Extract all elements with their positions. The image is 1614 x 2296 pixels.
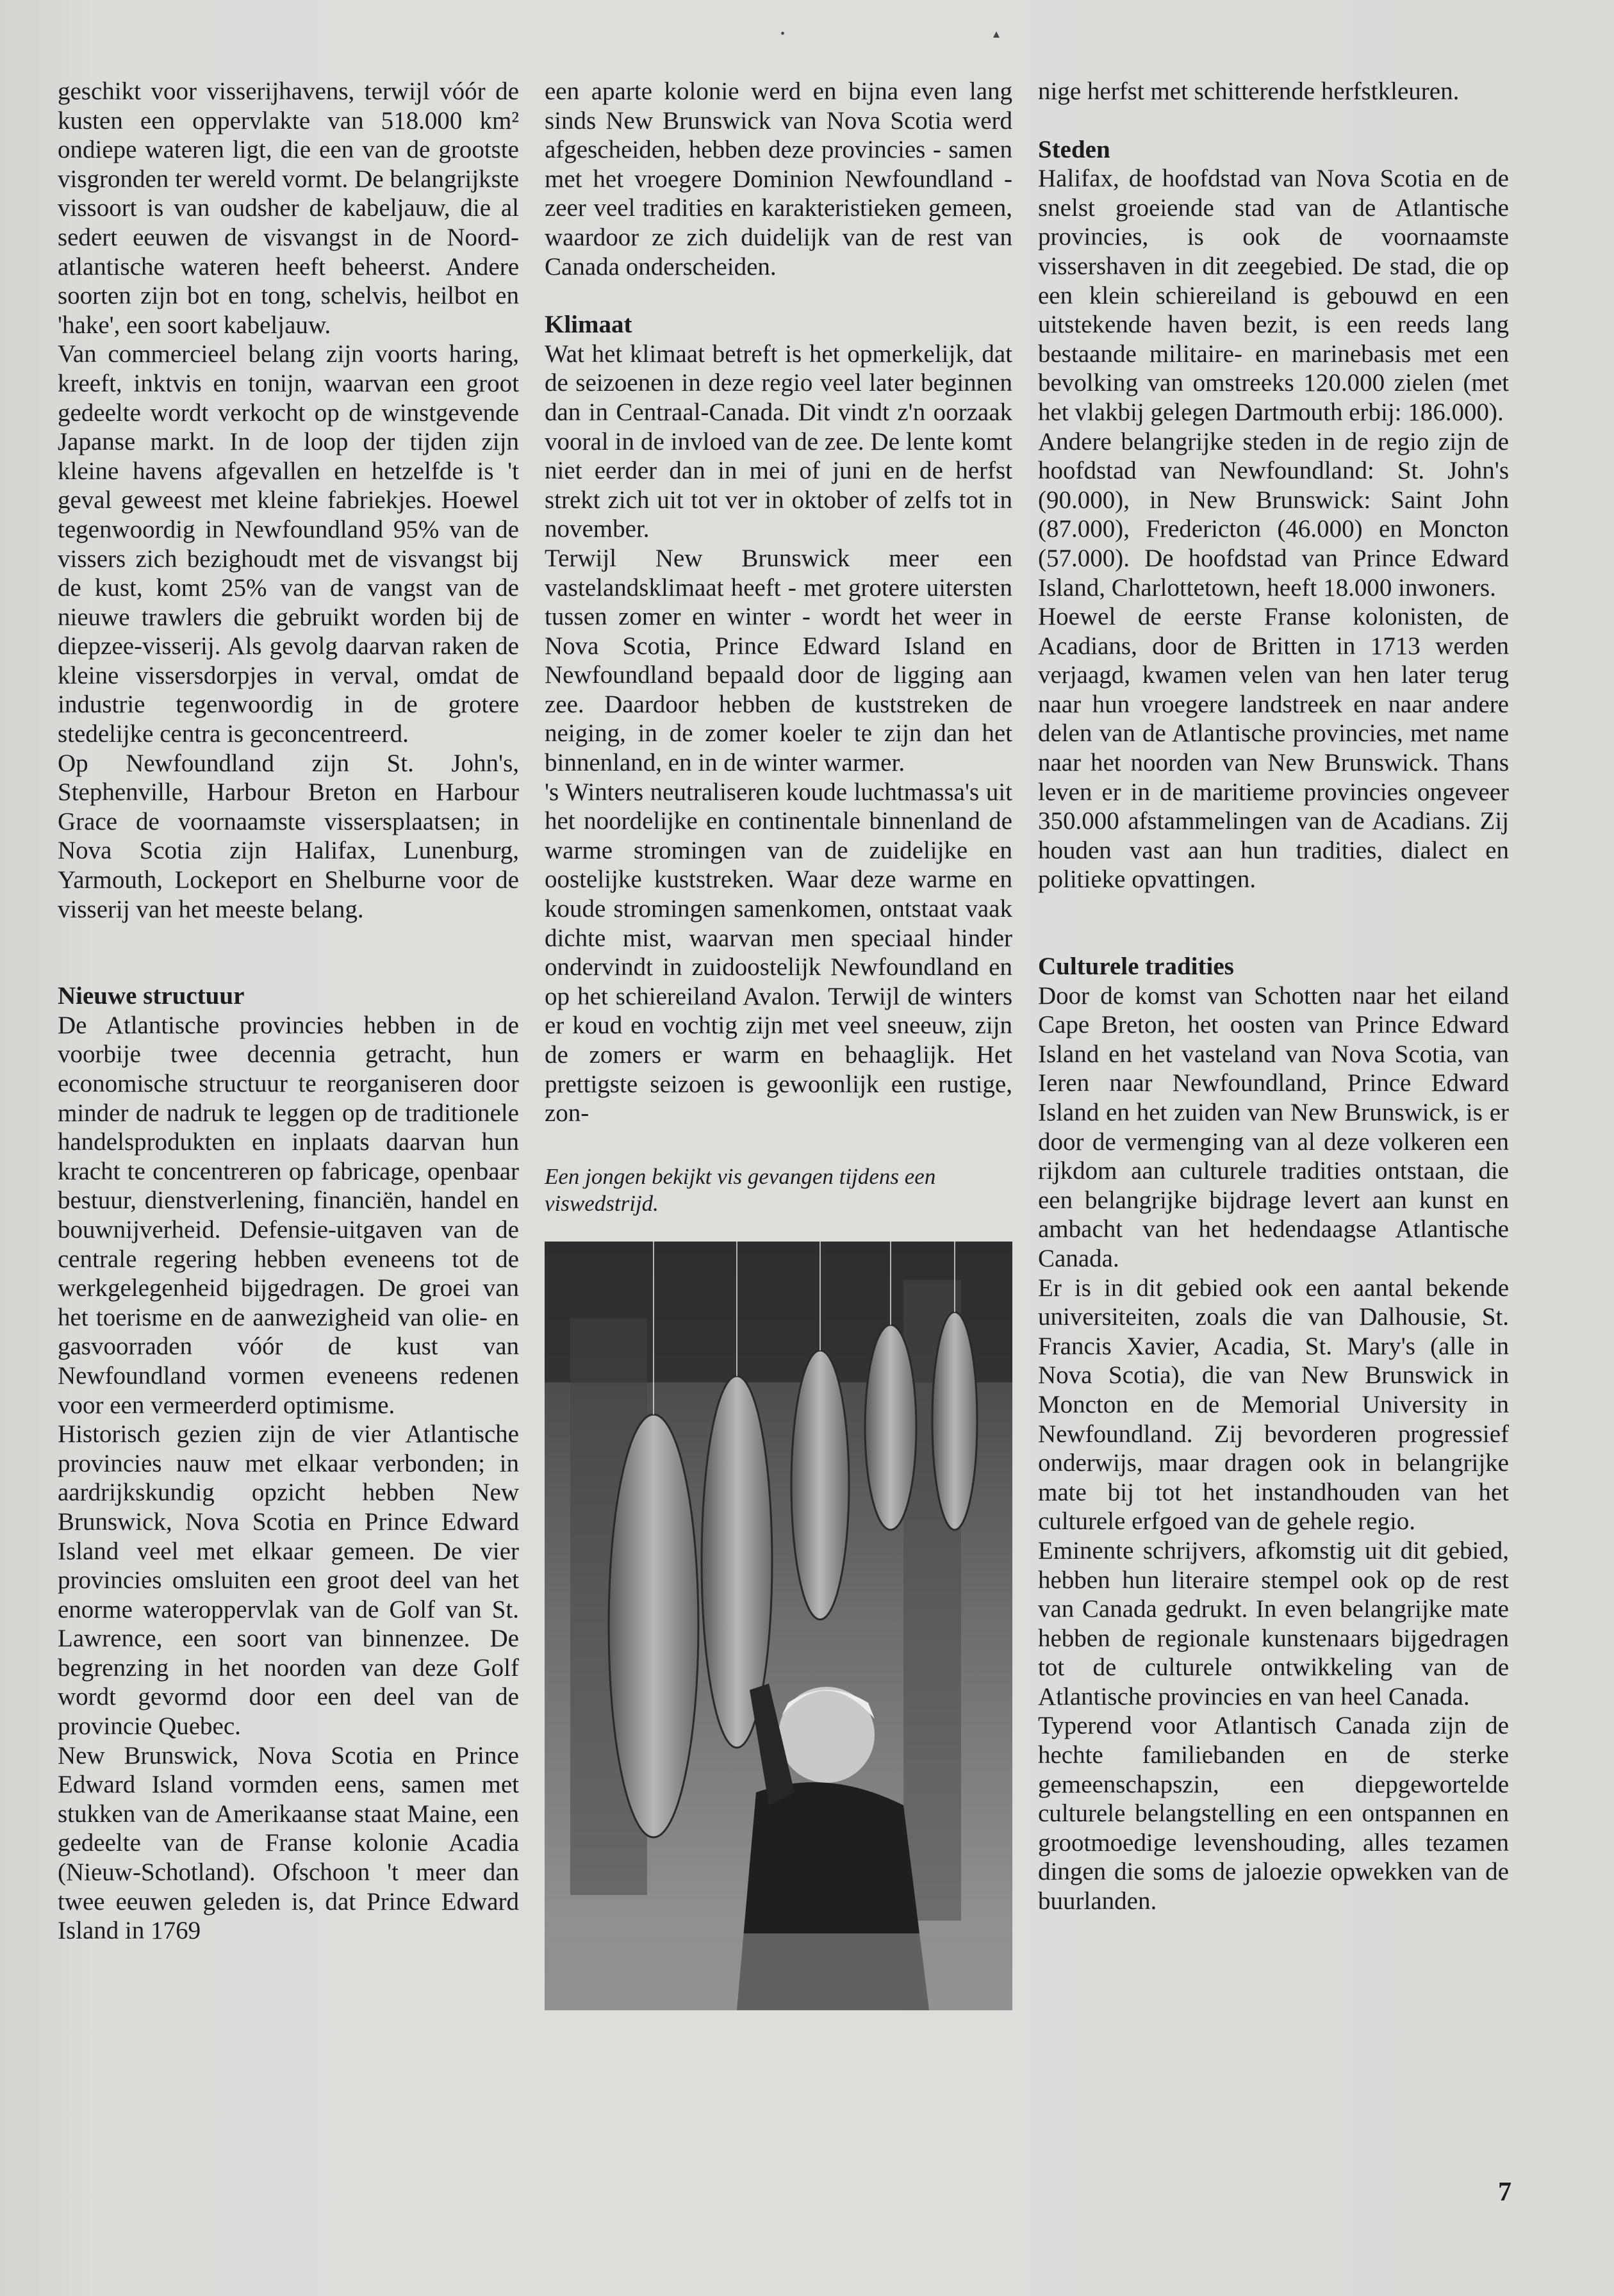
column-middle [545,77,1012,2010]
section-heading-nieuwe-structuur: Nieuwe structuur [58,982,245,1010]
paragraph: geschikt voor visserijhavens, terwijl vóór de kusten een oppervlakte van 518.000 km² ondiepe wateren ligt, die een van de grootste visgronden ter wereld vormt. De belangrijkste vissoort is van oudsher de kabeljauw, die al sedert eeuwen de visvangst in de Noord-atlantische wateren heeft beheerst. Andere soorten zijn bot en tong, schelvis, heilbot en 'hake', een soort kabeljauw. [58,78,519,339]
paragraph: Typerend voor Atlantisch Canada zijn de hechte familiebanden en de sterke gemeenschapszin, een diepgewortelde culturele belangstelling en een ontspannen en grootmoedige levenshouding, alles tezamen dingen die soms de jaloezie opwekken van de buurlanden. [1038,1712,1509,1915]
paragraph: Van commercieel belang zijn voorts haring, kreeft, inktvis en tonijn, waarvan een groot gedeelte wordt verkocht op de winstgevende Japanse markt. In de loop der tijden zijn kleine havens afgevallen en hetzelfde is 't geval geweest met kleine fabriekjes. Hoewel tegenwoordig in Newfoundland 95% van de vissers zich bezighoudt met de visvangst bij de kust, komt 25% van de vangst van de nieuwe trawlers die gebruikt worden bij de diepzee-visserij. Als gevolg daarvan raken de kleine vissersdorpjes in verval, omdat de industrie tegenwoordig in de grotere stedelijke centra is geconcentreerd. [58,340,519,748]
paragraph: Wat het klimaat betreft is het opmerkelijk, dat de seizoenen in deze regio veel later beginnen dan in Centraal-Canada. Dit vindt z'n oorzaak vooral in de invloed van de zee. De lente komt niet eerder dan in mei of juni en de herfst strekt zich uit tot ver in oktober of zelfs tot in november. [545,340,1012,543]
paragraph: 's Winters neutraliseren koude luchtmassa's uit het noordelijke en continentale binnenland de warme stromingen van de zuidelijke en oostelijke kuststreken. Waar deze warme en koude stromingen samenkomen, ontstaat vaak dichte mist, waarvan men speciaal hinder ondervindt in zuidoostelijk Newfoundland en op het schiereiland Avalon. Terwijl de winters er koud en vochtig zijn met veel sneeuw, zijn de zomers er warm en behaaglijk. Het prettigste seizoen is gewoonlijk een rustige, zon- [545,778,1012,1128]
paragraph: Hoewel de eerste Franse kolonisten, de Acadians, door de Britten in 1713 werden verjaagd, kwamen velen van hen later terug naar hun vroegere landstreek en naar andere delen van de Atlantische provincies, met name naar het noorden van New Brunswick. Thans leven er in de maritieme provincies ongeveer 350.000 afstammelingen van de Acadians. Zij houden vast aan hun tradities, dialect en politieke opvattingen. [1038,603,1509,894]
paragraph: De Atlantische provincies hebben in de voorbije twee decennia getracht, hun economische structuur te reorganiseren door minder de nadruk te leggen op de traditionele handelsprodukten en inplaats daarvan hun kracht te concentreren op fabricage, openbaar bestuur, dienstverlening, financiën, handel en bouwnijverheid. Defensie-uitgaven van de centrale regering hebben eveneens tot de werkgelegenheid bijgedragen. De groei van het toerisme en de aanwezigheid van olie- en gasvoorraden vóór de kust van Newfoundland vormen eveneens redenen voor een vermeerderd optimisme. [58,1011,519,1419]
section-heading-steden: Steden [1038,135,1110,163]
photo-caption: Een jongen bekijkt vis gevangen tijdens een viswedstrijd. [545,1163,936,1216]
page-number: 7 [1498,2177,1511,2207]
paragraph: Andere belangrijke steden in de regio zijn de hoofdstad van Newfoundland: St. John's (90.000), in New Brunswick: Saint John (87.000), Fredericton (46.000) en Moncton (57.000). De hoofdstad van Prince Edward Island, Charlottetown, heeft 18.000 inwoners. [1038,427,1509,602]
column-right [1038,77,1509,1916]
paragraph: nige herfst met schitterende herfstkleuren. [1038,78,1460,105]
paragraph: Door de komst van Schotten naar het eiland Cape Breton, het oosten van Prince Edward Island en het vasteland van Nova Scotia, van Ieren naar Newfoundland, Prince Edward Island en het zuiden van New Brunswick, is er door de vermenging van al deze volkeren een rijkdom aan culturele tradities ontstaan, die een belangrijke bijdrage levert aan kunst en ambacht van het hedendaagse Atlantische Canada. [1038,981,1509,1272]
paragraph: New Brunswick, Nova Scotia en Prince Edward Island vormden eens, samen met stukken van de Amerikaanse staat Maine, een gedeelte van de Franse kolonie Acadia (Nieuw-Schotland). Ofschoon 't meer dan twee eeuwen geleden is, dat Prince Edward Island in 1769 [58,1741,519,1945]
section-heading-culturele-tradities: Culturele tradities [1038,953,1234,981]
paragraph: Halifax, de hoofdstad van Nova Scotia en de snelst groeiende stad van de Atlantische provincies, is ook de voornaamste vissershaven in dit zeegebied. De stad, die op een klein schiereiland is gebouwd en een uitstekende haven bezit, is een reeds lang bestaande militaire- en marinebasis met een bevolking van omstreeks 120.000 zielen (met het vlakbij gelegen Dartmouth erbij: 186.000). [1038,165,1509,426]
photo-boy-with-fish [545,1242,1012,2010]
section-heading-klimaat: Klimaat [545,311,632,339]
column-left [58,77,519,1946]
paragraph: een aparte kolonie werd en bijna even lang sinds New Brunswick van Nova Scotia werd afgescheiden, hebben deze provincies - samen met het vroegere Dominion Newfoundland - zeer veel tradities en karakteristieken gemeen, waardoor ze zich duidelijk van de rest van Canada onderscheiden. [545,78,1012,281]
paragraph: Terwijl New Brunswick meer een vastelandsklimaat heeft - met grotere uitersten tussen zomer en winter - wordt het weer in Nova Scotia, Prince Edward Island en Newfoundland bepaald door de ligging aan zee. Daardoor hebben de kuststreken de neiging, in de zomer koeler te zijn dan het binnenland, en in de winter warmer. [545,544,1012,777]
paragraph: Op Newfoundland zijn St. John's, Stephenville, Harbour Breton en Harbour Grace de voornaamste vissersplaatsen; in Nova Scotia zijn Halifax, Lunenburg, Yarmouth, Lockeport en Shelburne voor de visserij van het meeste belang. [58,749,519,923]
paragraph: Er is in dit gebied ook een aantal bekende universiteiten, zoals die van Dalhousie, St. Francis Xavier, Acadia, St. Mary's (alle in Nova Scotia), die van New Brunswick in Moncton en de Memorial University in Newfoundland. Zij bevorderen progressief onderwijs, maar dragen ook in belangrijke mate bij tot het instandhouden van het culturele erfgoed van de gehele regio. [1038,1274,1509,1536]
print-registration-marks: • ▴ [780,27,1103,41]
paragraph: Eminente schrijvers, afkomstig uit dit gebied, hebben hun literaire stempel ook op de rest van Canada gedrukt. In even belangrijke mate hebben de regionale kunstenaars bijgedragen tot de culturele ontwikkeling van de Atlantische provincies en van heel Canada. [1038,1536,1509,1710]
paragraph: Historisch gezien zijn de vier Atlantische provincies nauw met elkaar verbonden; in aardrijkskundig opzicht hebben New Brunswick, Nova Scotia en Prince Edward Island veel met elkaar gemeen. De vier provincies omsluiten een groot deel van het enorme wateroppervlak van de Golf van St. Lawrence, een soort van binnenzee. De begrenzing in het noorden van deze Golf wordt gevormd door een deel van de provincie Quebec. [58,1420,519,1741]
